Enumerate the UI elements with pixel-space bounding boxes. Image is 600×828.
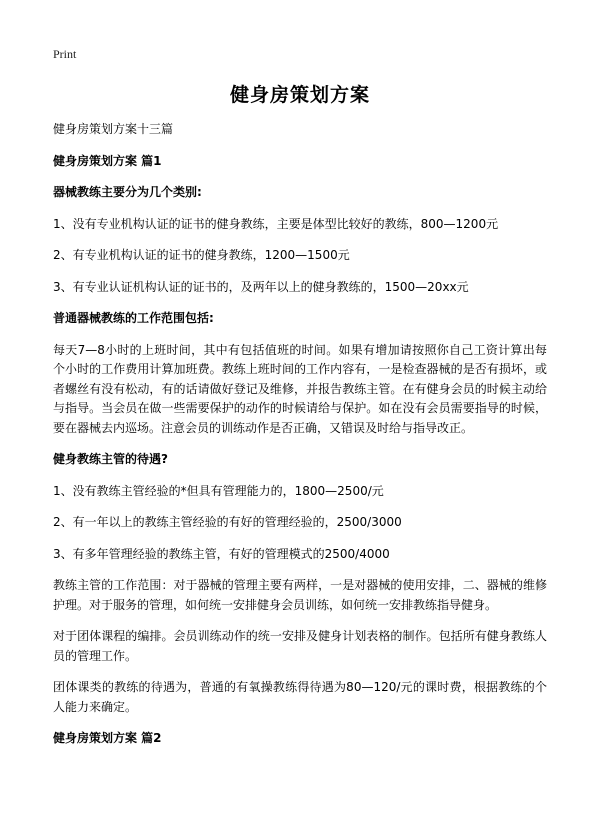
supervisor-scope-paragraph: 教练主管的工作范围：对于器械的管理主要有两样，一是对器械的使用安排，二、器械的维修护理。对于服务的管理，如何统一安排健身会员训练，如何统一安排教练指导健身。 [53, 578, 547, 612]
document-body [53, 120, 547, 749]
group-pay-paragraph: 团体课类的教练的待遇为，普通的有氧操教练得待遇为80—120/元的课时费，根据教练的个人能力来确定。 [53, 680, 547, 714]
section-heading-1: 健身房策划方案 篇1 [53, 153, 162, 168]
subtitle: 健身房策划方案十三篇 [53, 122, 174, 136]
scope-heading: 普通器械教练的工作范围包括: [53, 311, 214, 325]
supervisor-item: 1、没有教练主管经验的*但具有管理能力的，1800—2500/元 [53, 483, 384, 498]
category-item: 2、有专业机构认证的证书的健身教练，1200—1500元 [53, 248, 350, 262]
category-item: 3、有专业认证机构认证的证书的，及两年以上的健身教练的，1500—20xx元 [53, 279, 469, 294]
print-link[interactable]: Print [53, 47, 77, 61]
page-title: 健身房策划方案 [229, 84, 370, 106]
categories-heading: 器械教练主要分为几个类别: [53, 185, 202, 199]
scope-paragraph: 每天7—8小时的上班时间，其中有包括值班的时间。如果有增加请按照你自己工资计算出每个小时的工作费用计算加班费。教练上班时间的工作内容有，一是检查器械的是否有损坏，或者螺丝有没有松动，有的话请做好登记及维修，并报告教练主管。在有健身会员的时候主动给与指导。当会员在做一些需要保护的动作的时候请给与保护。如在没有会员需要指导的时候，要在器械去内巡场。注意会员的训练动作是否正确，又错误及时给与指导改正。 [53, 342, 547, 435]
supervisor-item: 3、有多年管理经验的教练主管，有好的管理模式的2500/4000 [53, 546, 390, 561]
supervisor-heading: 健身教练主管的待遇? [53, 452, 168, 466]
supervisor-item: 2、有一年以上的教练主管经验的有好的管理经验的，2500/3000 [53, 515, 402, 529]
group-course-paragraph: 对于团体课程的编排。会员训练动作的统一安排及健身计划表格的制作。包括所有健身教练人员的管理工作。 [53, 629, 547, 663]
section-heading-2: 健身房策划方案 篇2 [53, 731, 162, 745]
category-item: 1、没有专业机构认证的证书的健身教练，主要是体型比较好的教练，800—1200元 [53, 216, 499, 231]
